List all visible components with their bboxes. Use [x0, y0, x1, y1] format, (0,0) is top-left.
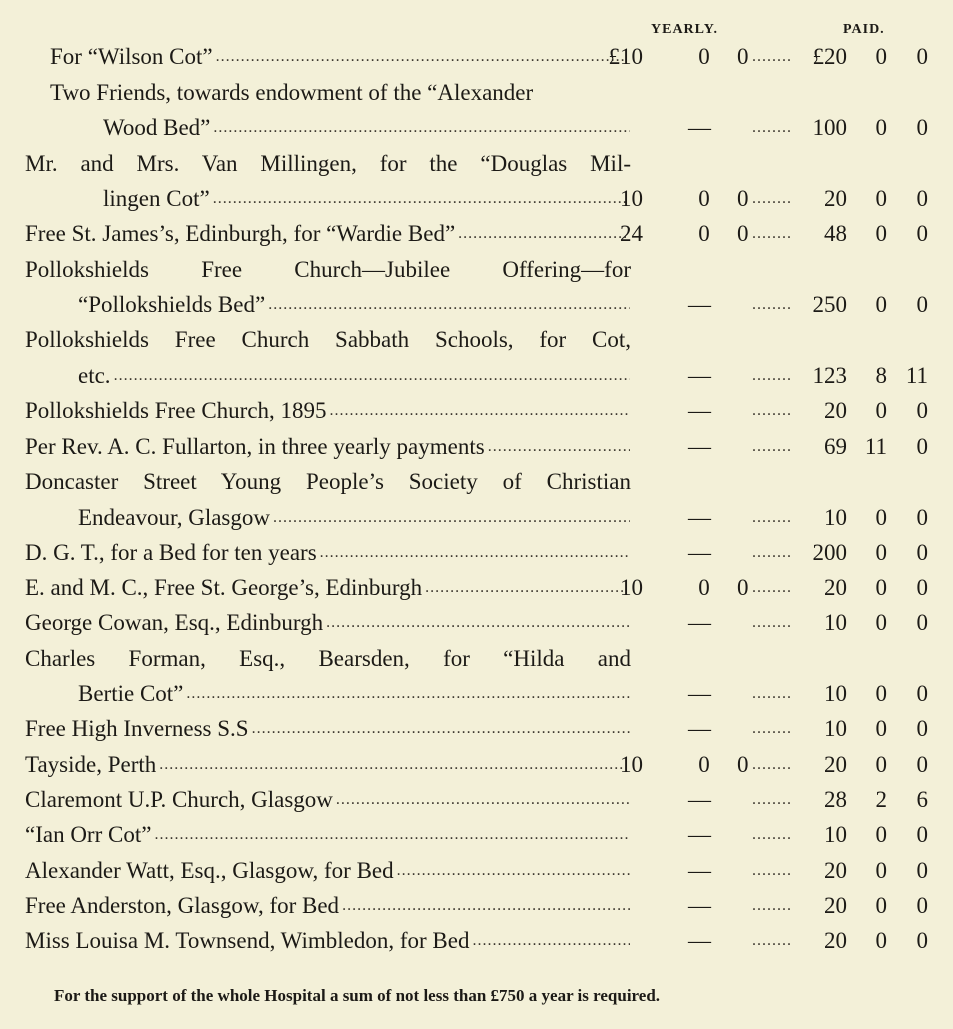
paid-pence: 0: [916, 505, 928, 530]
yearly-pence: 0: [737, 752, 749, 777]
paid-leader-dots: ........: [752, 119, 792, 136]
leader-dots: [472, 924, 630, 958]
paid-shillings: 8: [875, 363, 887, 388]
entry-line: [0, 465, 953, 499]
leader-dots: [342, 889, 630, 923]
leader-dots: [326, 606, 630, 640]
paid-leader-dots: ........: [752, 720, 792, 737]
paid-shillings: 0: [875, 575, 887, 600]
yearly-dash: —: [688, 858, 711, 883]
yearly-dash: —: [688, 540, 711, 565]
entry-line: [0, 147, 953, 181]
leader-dots: [488, 430, 630, 464]
paid-pence: 0: [916, 434, 928, 459]
paid-leader-dots: ........: [752, 190, 792, 207]
yearly-dash: —: [688, 928, 711, 953]
leader-dots: [397, 854, 630, 888]
entry-line: [0, 40, 953, 74]
paid-pence: 0: [916, 292, 928, 317]
paid-leader-dots: ........: [752, 438, 792, 455]
entry-text: Free High Inverness S.S: [25, 716, 249, 741]
paid-shillings: 0: [875, 44, 887, 69]
paid-shillings: 0: [875, 610, 887, 635]
leader-dots: [425, 571, 626, 605]
leader-dots: [320, 536, 630, 570]
entry-line: [0, 217, 953, 251]
entry-line: [0, 182, 953, 216]
yearly-dash: —: [688, 505, 711, 530]
yearly-pounds: 10: [620, 752, 643, 777]
leader-dots: [252, 712, 630, 746]
leader-dots: [154, 818, 630, 852]
paid-leader-dots: ........: [752, 367, 792, 384]
paid-pence: 0: [916, 681, 928, 706]
yearly-dash: —: [688, 363, 711, 388]
entry-line: [0, 712, 953, 746]
yearly-shillings: 0: [698, 221, 710, 246]
leader-dots: [336, 783, 630, 817]
paid-shillings: 0: [875, 716, 887, 741]
paid-shillings: 0: [875, 398, 887, 423]
paid-shillings: 0: [875, 292, 887, 317]
paid-pounds: 10: [824, 505, 847, 530]
leader-dots: [330, 394, 630, 428]
entry-text: Wood Bed”: [103, 115, 211, 140]
paid-leader-dots: ........: [752, 685, 792, 702]
leader-dots: [213, 182, 626, 216]
yearly-shillings: 0: [698, 186, 710, 211]
paid-leader-dots: ........: [752, 826, 792, 843]
paid-pence: 0: [916, 575, 928, 600]
yearly-shillings: 0: [698, 752, 710, 777]
yearly-dash: —: [688, 292, 711, 317]
paid-pounds: 200: [812, 540, 847, 565]
paid-shillings: 0: [875, 505, 887, 530]
entry-text: “Pollokshields Bed”: [78, 292, 266, 317]
yearly-pence: 0: [737, 575, 749, 600]
paid-pence: 6: [916, 787, 928, 812]
entry-text: Bertie Cot”: [78, 681, 184, 706]
entry-line: [0, 748, 953, 782]
paid-pounds: 20: [824, 893, 847, 918]
entry-text: Doncaster Street Young People’s Society of Christian: [25, 469, 631, 494]
paid-pounds: 20: [824, 752, 847, 777]
paid-pounds: £20: [812, 44, 847, 69]
entry-text: Charles Forman, Esq., Bearsden, for “Hilda and: [25, 646, 631, 671]
entry-line: [0, 889, 953, 923]
paid-shillings: 0: [875, 858, 887, 883]
entry-text: Miss Louisa M. Townsend, Wimbledon, for Bed: [25, 928, 470, 953]
leader-dots: [268, 288, 630, 322]
paid-leader-dots: ........: [752, 296, 792, 313]
yearly-dash: —: [688, 787, 711, 812]
yearly-pounds: 10: [620, 186, 643, 211]
paid-pounds: 10: [824, 610, 847, 635]
entry-line: [0, 571, 953, 605]
entry-text: Endeavour, Glasgow: [78, 505, 270, 530]
yearly-dash: —: [688, 822, 711, 847]
paid-leader-dots: ........: [752, 756, 792, 773]
yearly-dash: —: [688, 610, 711, 635]
paid-pounds: 123: [812, 363, 847, 388]
entry-text: Pollokshields Free Church Sabbath Schools, for Cot,: [25, 327, 631, 352]
entry-line: [0, 430, 953, 464]
footer-note: For the support of the whole Hospital a sum of not less than £750 a year is required.: [54, 986, 661, 1005]
paid-shillings: 0: [875, 752, 887, 777]
paid-leader-dots: ........: [752, 862, 792, 879]
paid-leader-dots: ........: [752, 791, 792, 808]
paid-shillings: 11: [864, 434, 887, 459]
entry-text: Free St. James’s, Edinburgh, for “Wardie Bed”: [25, 221, 456, 246]
entry-line: [0, 854, 953, 888]
entry-text: Per Rev. A. C. Fullarton, in three yearly payments: [25, 434, 485, 459]
paid-pence: 0: [916, 186, 928, 211]
entry-line: [0, 323, 953, 357]
paid-pence: 0: [916, 398, 928, 423]
entry-text: Free Anderston, Glasgow, for Bed: [25, 893, 340, 918]
paid-pence: 0: [916, 44, 928, 69]
leader-dots: [186, 677, 630, 711]
entry-text: “Ian Orr Cot”: [25, 822, 152, 847]
entry-text: Pollokshields Free Church—Jubilee Offering—for: [25, 257, 631, 282]
entry-line: [0, 642, 953, 676]
paid-pence: 0: [916, 221, 928, 246]
entry-text: Alexander Watt, Esq., Glasgow, for Bed: [25, 858, 394, 883]
paid-pounds: 10: [824, 681, 847, 706]
entry-line: [0, 677, 953, 711]
paid-pence: 11: [905, 363, 928, 388]
paid-shillings: 0: [875, 186, 887, 211]
paid-pounds: 10: [824, 716, 847, 741]
entry-text: Pollokshields Free Church, 1895: [25, 398, 327, 423]
yearly-pence: 0: [737, 221, 749, 246]
entry-text: Tayside, Perth: [25, 752, 157, 777]
yearly-pence: 0: [737, 186, 749, 211]
paid-pounds: 20: [824, 858, 847, 883]
paid-pounds: 48: [824, 221, 847, 246]
paid-shillings: 0: [875, 221, 887, 246]
paid-leader-dots: ........: [752, 932, 792, 949]
entry-text: D. G. T., for a Bed for ten years: [25, 540, 317, 565]
entry-text: Claremont U.P. Church, Glasgow: [25, 787, 333, 812]
entry-text: etc.: [78, 363, 111, 388]
paid-leader-dots: ........: [752, 579, 792, 596]
paid-pounds: 100: [812, 115, 847, 140]
paid-pence: 0: [916, 858, 928, 883]
entry-line: [0, 394, 953, 428]
entry-line: [0, 111, 953, 145]
entry-line: [0, 783, 953, 817]
paid-pence: 0: [916, 716, 928, 741]
paid-pence: 0: [916, 893, 928, 918]
yearly-pounds: £10: [608, 44, 643, 69]
paid-pence: 0: [916, 115, 928, 140]
paid-pence: 0: [916, 928, 928, 953]
paid-column-header: PAID.: [843, 22, 885, 37]
paid-pounds: 28: [824, 787, 847, 812]
paid-pounds: 20: [824, 186, 847, 211]
paid-pounds: 20: [824, 398, 847, 423]
paid-leader-dots: ........: [752, 544, 792, 561]
entry-line: [0, 606, 953, 640]
paid-pounds: 20: [824, 575, 847, 600]
leader-dots: [216, 40, 626, 74]
entry-line: [0, 359, 953, 393]
entry-line: [0, 288, 953, 322]
paid-leader-dots: ........: [752, 509, 792, 526]
yearly-dash: —: [688, 716, 711, 741]
paid-shillings: 2: [875, 787, 887, 812]
yearly-dash: —: [688, 398, 711, 423]
entry-line: [0, 501, 953, 535]
entry-text: George Cowan, Esq., Edinburgh: [25, 610, 324, 635]
paid-pounds: 20: [824, 928, 847, 953]
leader-dots: [114, 359, 630, 393]
entry-text: lingen Cot”: [103, 186, 210, 211]
yearly-dash: —: [688, 681, 711, 706]
entry-line: [0, 76, 953, 110]
yearly-shillings: 0: [698, 44, 710, 69]
entry-text: For “Wilson Cot”: [50, 44, 213, 69]
yearly-pence: 0: [737, 44, 749, 69]
paid-shillings: 0: [875, 893, 887, 918]
paid-pence: 0: [916, 610, 928, 635]
entry-text: E. and M. C., Free St. George’s, Edinburgh: [25, 575, 423, 600]
paid-shillings: 0: [875, 822, 887, 847]
paid-shillings: 0: [875, 928, 887, 953]
paid-leader-dots: ........: [752, 897, 792, 914]
paid-leader-dots: ........: [752, 48, 792, 65]
leader-dots: [273, 501, 630, 535]
paid-leader-dots: ........: [752, 225, 792, 242]
paid-shillings: 0: [875, 681, 887, 706]
yearly-dash: —: [688, 434, 711, 459]
paid-shillings: 0: [875, 115, 887, 140]
paid-pence: 0: [916, 540, 928, 565]
entry-line: [0, 536, 953, 570]
yearly-column-header: YEARLY.: [651, 22, 719, 37]
paid-pounds: 10: [824, 822, 847, 847]
leader-dots: [458, 217, 626, 251]
entry-line: [0, 818, 953, 852]
entry-text: Two Friends, towards endowment of the “Alexander: [50, 80, 534, 105]
yearly-dash: —: [688, 115, 711, 140]
leader-dots: [213, 111, 630, 145]
paid-shillings: 0: [875, 540, 887, 565]
paid-leader-dots: ........: [752, 402, 792, 419]
yearly-shillings: 0: [698, 575, 710, 600]
paid-pounds: 69: [824, 434, 847, 459]
yearly-pounds: 24: [620, 221, 643, 246]
paid-pence: 0: [916, 822, 928, 847]
yearly-pounds: 10: [620, 575, 643, 600]
paid-pence: 0: [916, 752, 928, 777]
yearly-dash: —: [688, 893, 711, 918]
leader-dots: [159, 748, 626, 782]
entry-line: [0, 253, 953, 287]
entry-line: [0, 924, 953, 958]
paid-leader-dots: ........: [752, 614, 792, 631]
paid-pounds: 250: [812, 292, 847, 317]
entry-text: Mr. and Mrs. Van Millingen, for the “Douglas Mil-: [25, 151, 631, 176]
